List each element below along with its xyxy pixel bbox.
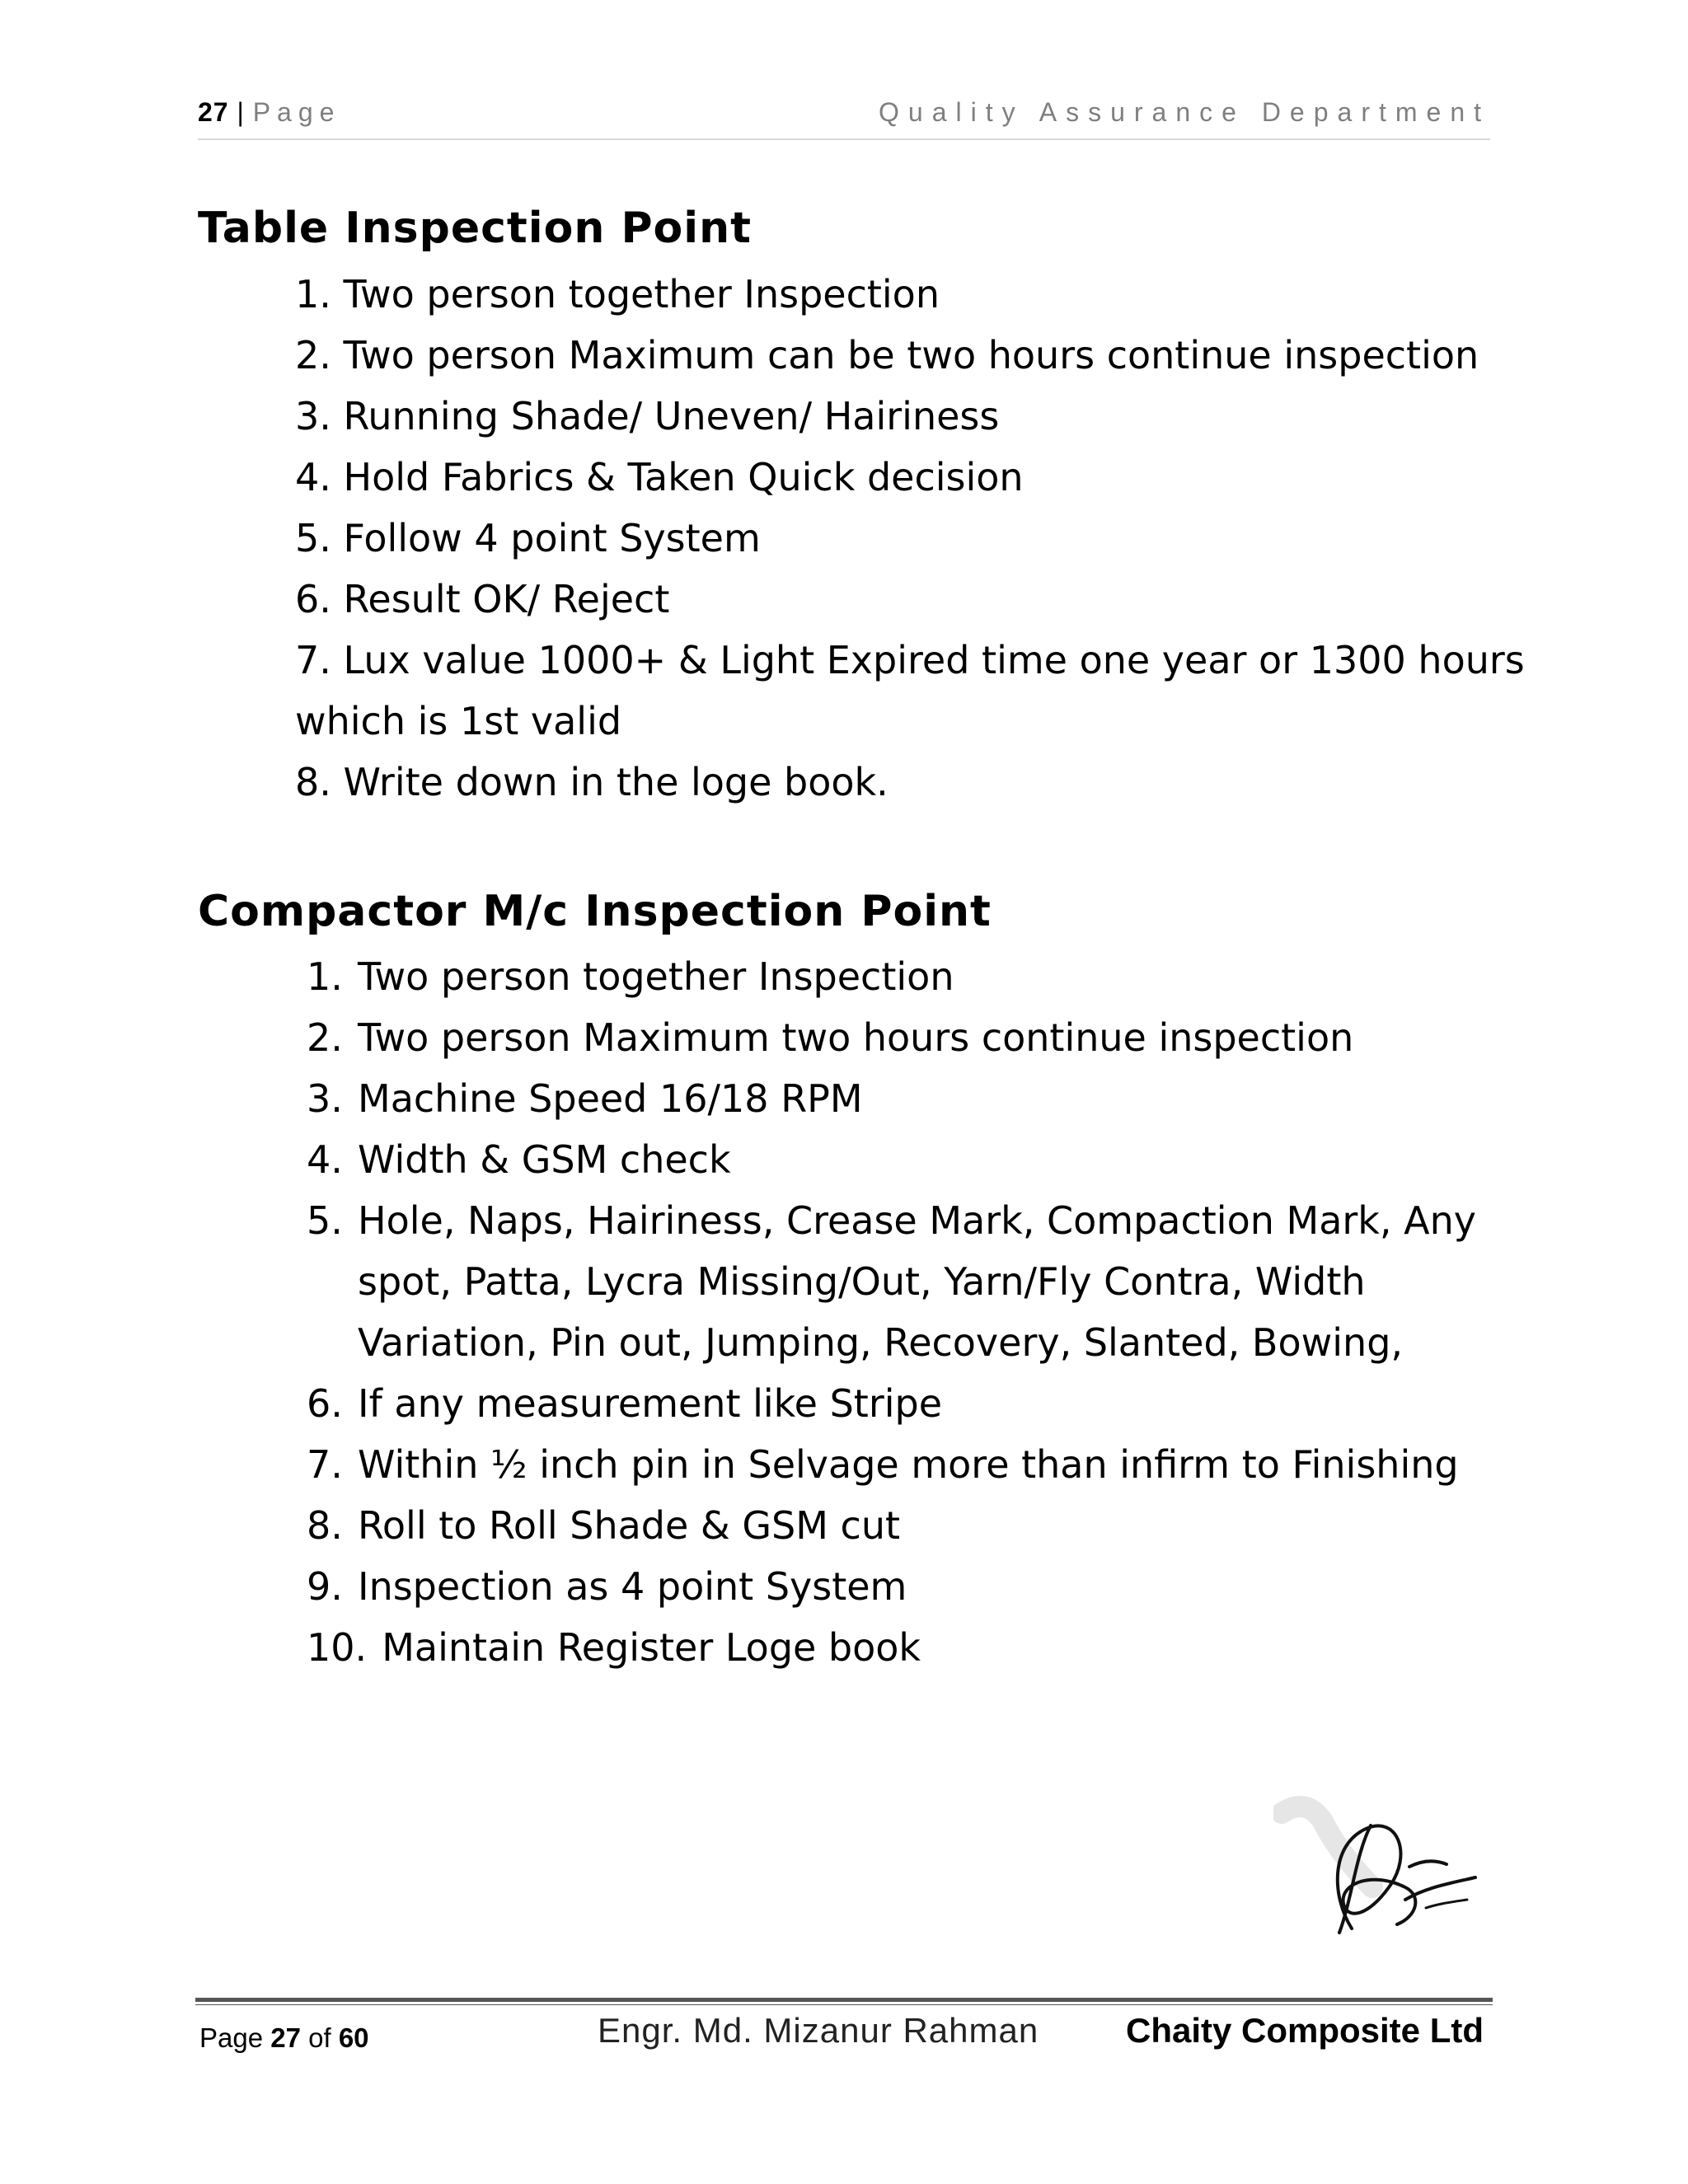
list-item-number: 10. xyxy=(307,1625,368,1670)
header-page-number: 27 xyxy=(198,97,229,127)
list-item: 6. Result OK/ Reject xyxy=(295,577,670,621)
header-page-label xyxy=(198,97,340,128)
section-title-table-inspection: Table Inspection Point xyxy=(198,204,752,253)
list-item xyxy=(307,954,954,999)
list-item-number: 4. xyxy=(307,1137,343,1182)
list-item-text: Width & GSM check xyxy=(358,1137,731,1182)
list-item xyxy=(307,1015,1353,1060)
list-item-text: Hole, Naps, Hairiness, Crease Mark, Compaction Mark, Any xyxy=(358,1198,1477,1243)
signature-image xyxy=(1273,1764,1496,1978)
list-item-number: 6. xyxy=(307,1381,343,1426)
list-item-text: Variation, Pin out, Jumping, Recovery, Slanted, Bowing, xyxy=(358,1320,1404,1365)
list-item-number: 2. xyxy=(307,1015,343,1060)
list-item-continuation: which is 1st valid xyxy=(295,699,622,743)
list-item-continuation xyxy=(307,1259,1366,1304)
footer-author: Engr. Md. Mizanur Rahman xyxy=(598,2011,1039,2050)
header-department: Quality Assurance Department xyxy=(879,97,1490,127)
list-item: 3. Running Shade/ Uneven/ Hairiness xyxy=(295,394,1000,438)
list-item-number: 5. xyxy=(307,1198,343,1243)
list-item: 2. Two person Maximum can be two hours continue inspection xyxy=(295,333,1479,377)
footer-page-info xyxy=(199,2022,369,2054)
list-item xyxy=(307,1137,731,1182)
header-separator: | xyxy=(228,97,253,127)
list-item-number: 3. xyxy=(307,1076,343,1121)
list-item-text: Two person together Inspection xyxy=(358,954,954,999)
list-item xyxy=(307,1076,863,1121)
list-item-text: Roll to Roll Shade & GSM cut xyxy=(358,1503,901,1548)
list-item xyxy=(307,1625,921,1670)
list-item-number: 1. xyxy=(307,954,343,999)
list-item-number: 9. xyxy=(307,1564,343,1609)
footer-company: Chaity Composite Ltd xyxy=(1125,2011,1484,2050)
list-item-text: Machine Speed 16/18 RPM xyxy=(358,1076,863,1121)
page-header xyxy=(198,97,1490,140)
footer-page-prefix: Page xyxy=(199,2022,271,2053)
list-item-continuation xyxy=(307,1320,1403,1365)
list-item xyxy=(307,1442,1459,1487)
list-item: 7. Lux value 1000+ & Light Expired time one year or 1300 hours xyxy=(295,638,1525,682)
list-item: 1. Two person together Inspection xyxy=(295,272,940,316)
list-item: 8. Write down in the loge book. xyxy=(295,760,889,804)
footer-page-current: 27 xyxy=(270,2022,301,2053)
list-item-text: Two person Maximum two hours continue inspection xyxy=(358,1015,1354,1060)
list-item: 4. Hold Fabrics & Taken Quick decision xyxy=(295,455,1024,499)
list-item-number: 8. xyxy=(307,1503,343,1548)
list-item-number: 7. xyxy=(307,1442,343,1487)
footer-rule-thin xyxy=(195,2004,1493,2005)
footer-rule xyxy=(195,1998,1493,2002)
list-item: 5. Follow 4 point System xyxy=(295,516,761,560)
footer-page-total: 60 xyxy=(338,2022,369,2053)
list-item-text: spot, Patta, Lycra Missing/Out, Yarn/Fly Contra, Width xyxy=(358,1259,1366,1304)
list-item-text: Within ½ inch pin in Selvage more than infirm to Finishing xyxy=(358,1442,1459,1487)
list-item xyxy=(307,1198,1476,1243)
list-item-text: If any measurement like Stripe xyxy=(358,1381,943,1426)
header-page-word: Page xyxy=(252,97,341,127)
list-item-text: Maintain Register Loge book xyxy=(358,1625,921,1670)
list-item xyxy=(307,1503,900,1548)
footer-page-of: of xyxy=(300,2022,339,2053)
list-item xyxy=(307,1564,907,1609)
list-item xyxy=(307,1381,942,1426)
list-item-text: Inspection as 4 point System xyxy=(358,1564,907,1609)
section-title-compactor-inspection: Compactor M/c Inspection Point xyxy=(198,887,992,936)
